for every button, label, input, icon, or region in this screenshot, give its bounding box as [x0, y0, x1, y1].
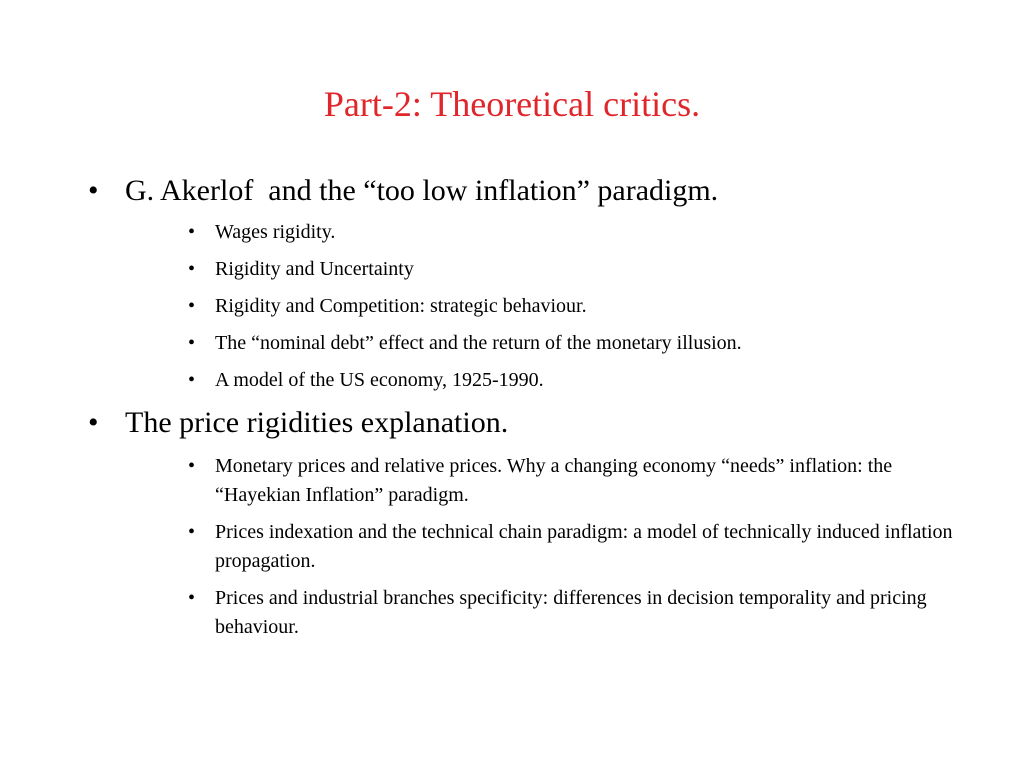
bullet-icon: • [88, 174, 99, 207]
bullet-icon: • [188, 521, 196, 543]
bullet-icon: • [188, 587, 196, 609]
bullet-icon: • [188, 332, 196, 354]
sub-bullet-item [188, 255, 988, 284]
sub-bullet-item [188, 452, 988, 510]
sub-bullet-text: Monetary prices and relative prices. Why a changing economy “needs” inflation: the “Hayekian Inflation” paradigm. [215, 455, 893, 506]
sub-bullet-item [188, 292, 988, 321]
bullet-icon: • [188, 369, 196, 391]
sub-bullet-text: A model of the US economy, 1925-1990. [215, 369, 544, 391]
sub-bullet-text: Rigidity and Uncertainty [215, 258, 414, 280]
sub-bullet-text: The “nominal debt” effect and the return of the monetary illusion. [215, 332, 742, 354]
bullet-icon: • [188, 221, 196, 243]
sub-bullet-text: Wages rigidity. [215, 221, 336, 243]
sub-bullet-text: Prices and industrial branches specificity: differences in decision temporality and pricing behaviour. [215, 587, 927, 638]
bullet-icon: • [188, 258, 196, 280]
sub-bullet-text: Prices indexation and the technical chain paradigm: a model of technically induced inflation propagation. [215, 521, 953, 572]
sub-bullet-item [188, 218, 988, 247]
slide-title: Part-2: Theoretical critics. [323, 84, 701, 124]
sub-bullet-item [188, 584, 988, 642]
sub-bullet-item [188, 329, 988, 358]
bullet-heading: The price rigidities explanation. [125, 406, 509, 439]
bullet-heading: G. Akerlof and the “too low inflation” paradigm. [125, 174, 719, 207]
sub-bullet-item [188, 518, 988, 576]
bullet-icon: • [188, 455, 196, 477]
sub-bullet-item [188, 366, 988, 395]
sub-list-akerlof [188, 218, 988, 403]
sub-list-price-rigidities [188, 452, 988, 650]
sub-bullet-text: Rigidity and Competition: strategic behaviour. [215, 295, 587, 317]
bullet-icon: • [188, 295, 196, 317]
bullet-icon: • [88, 406, 99, 439]
